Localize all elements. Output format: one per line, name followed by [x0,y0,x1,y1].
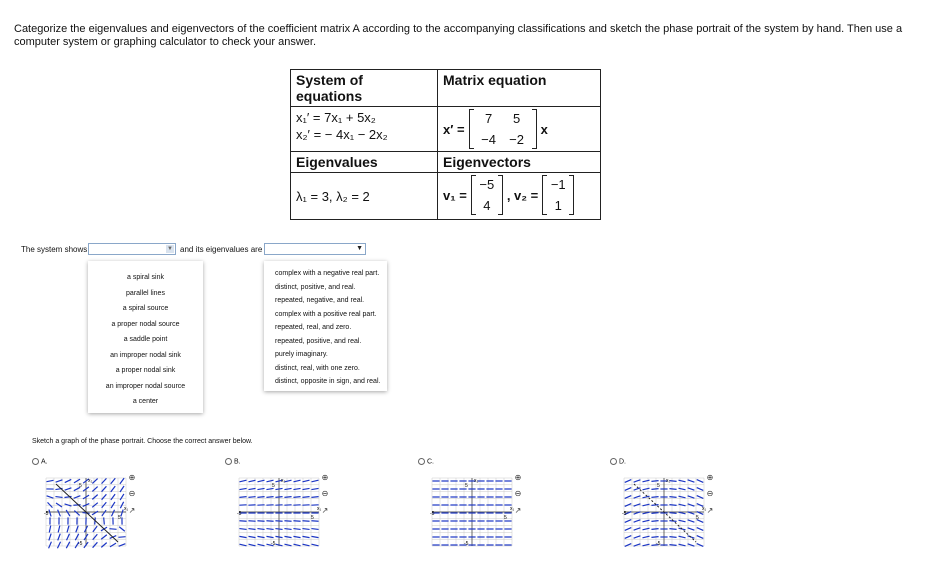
menu-item[interactable]: a spiral sink [127,274,164,281]
direction-arrow [311,544,318,546]
direction-arrow [642,544,649,546]
direction-arrow [642,520,649,522]
direction-arrow [697,528,704,531]
radio-button[interactable] [418,458,425,465]
direction-arrow [275,536,282,537]
direction-arrow [678,480,685,482]
menu-item[interactable]: a spiral source [122,305,169,312]
direction-arrow [634,488,641,490]
matrix-cell: 7 [484,111,493,126]
direction-arrow [634,528,641,530]
header-matrix: Matrix equation [438,70,601,107]
direction-arrow [302,544,309,546]
direction-arrow [642,528,649,530]
y-axis-label: x₂ [281,478,286,484]
menu-item[interactable]: a proper nodal sink [115,367,176,374]
direction-arrow [284,529,291,530]
tick-label: 5 [657,483,660,489]
v2-label: , v₂ = [506,187,539,203]
answer-option[interactable] [32,458,48,465]
tick-label: 5 [504,515,507,521]
direction-arrow [634,480,641,482]
menu-item[interactable]: repeated, real, and zero. [275,324,352,331]
direction-arrow [284,536,291,537]
direction-arrow [248,529,255,530]
phase-portrait[interactable] [428,472,516,550]
direction-arrow [275,488,282,489]
direction-arrow [697,536,704,539]
direction-arrow [248,536,255,537]
direction-arrow [634,496,641,498]
direction-arrow [669,537,676,538]
menu-item[interactable]: distinct, positive, and real. [275,283,356,291]
menu-item[interactable]: repeated, negative, and real. [275,297,365,304]
direction-arrow [669,497,676,498]
direction-arrow [93,534,98,539]
direction-arrow [120,486,124,492]
menu-item[interactable]: a center [132,398,159,405]
direction-arrow [678,520,685,522]
option-letter: A. [41,458,48,466]
direction-arrow [248,497,255,498]
direction-arrow [642,504,649,506]
direction-arrow [49,542,52,549]
direction-arrow [65,479,71,482]
direction-arrow [74,511,79,516]
direction-arrow [669,481,676,482]
direction-arrow [293,488,300,489]
direction-arrow [120,478,124,484]
direction-arrow [284,488,291,489]
zoom-out-icon[interactable]: ⊖ [128,489,136,498]
direction-arrow [239,488,246,489]
eigenvalue-dropdown[interactable] [264,243,366,255]
direction-arrow [293,480,300,482]
direction-arrow [257,536,264,537]
direction-arrow [284,497,291,498]
eigenvector-v1 [471,175,503,215]
menu-item[interactable]: complex with a negative real part. [275,270,380,277]
direction-arrow [311,529,318,530]
direction-arrow [625,536,632,539]
direction-arrow [239,497,246,498]
direction-arrow [678,504,685,506]
radio-button[interactable] [610,458,617,465]
question-text: Categorize the eigenvalues and eigenvectors of the coefficient matrix A according to the accompanying classifications and sketch the phase portrait of the system by hand. Then use a computer system or graphing calculator to check your answer. [14,23,903,48]
x-axis-label: x₁ [702,506,707,512]
equation-1: x₁′ = 7x₁ + 5x₂ [296,110,376,125]
direction-arrow [311,536,318,537]
direction-arrow [275,497,282,498]
direction-arrow [311,497,318,498]
direction-arrow [293,536,300,537]
direction-arrow [634,536,641,538]
direction-arrow [257,497,264,498]
direction-arrow [93,526,97,532]
direction-arrow [266,536,273,537]
direction-arrow [688,520,695,522]
direction-arrow [651,481,658,482]
tick-label: -5 [78,541,83,547]
menu-item[interactable]: an improper nodal sink [110,351,181,359]
direction-arrow [93,542,98,547]
direction-arrow [625,480,632,483]
menu-item[interactable]: a proper nodal source [111,320,180,328]
direction-arrow [109,529,116,530]
tick-label: -5 [44,511,49,517]
direction-arrow [266,497,273,498]
menu-item[interactable]: parallel lines [126,289,165,297]
zoom-in-icon[interactable]: ⊕ [514,473,522,482]
tick-label: -5 [430,511,435,517]
direction-arrow [311,480,318,482]
matrix-cell: −2 [509,132,524,147]
v1-label: v₁ = [443,187,467,203]
direction-arrow [58,525,60,532]
direction-arrow [302,529,309,530]
direction-arrow [67,526,69,533]
direction-arrow [111,494,115,500]
open-new-window-icon[interactable]: ↗ [321,506,329,515]
vector-cell: −5 [479,177,495,192]
direction-arrow [651,521,658,522]
direction-arrow [110,543,116,547]
radio-button[interactable] [32,458,39,465]
direction-arrow [678,544,685,546]
matrix-cell: 5 [512,111,521,126]
direction-arrow [92,479,97,484]
open-new-window-icon[interactable]: ↗ [128,506,136,515]
direction-arrow [257,544,264,546]
direction-arrow [57,542,60,548]
direction-arrow [66,542,69,548]
direction-arrow [669,529,676,530]
prompt-middle: and its eigenvalues are [180,245,263,254]
zoom-in-icon[interactable]: ⊕ [321,473,329,482]
x-axis-label: x₁ [510,506,515,512]
tick-label: 5 [311,515,314,521]
direction-arrow [102,478,107,483]
direction-arrow [688,480,695,482]
direction-arrow [642,536,649,538]
direction-arrow [49,525,50,532]
menu-item[interactable]: purely imaginary. [275,351,328,358]
zoom-out-icon[interactable]: ⊖ [321,489,329,498]
direction-arrow [111,510,114,517]
direction-arrow [102,486,107,491]
eigenline [56,484,118,542]
eigenvalue-menu [264,261,387,391]
direction-arrow [688,528,695,530]
direction-arrow [239,480,246,482]
x-axis-label: x₁ [317,506,322,512]
direction-arrow [625,520,632,523]
direction-arrow [56,480,63,482]
coefficient-matrix [469,109,537,149]
direction-arrow [111,486,115,492]
direction-arrow [669,505,676,506]
direction-arrow [239,536,246,537]
direction-arrow [66,510,70,516]
direction-arrow [651,497,658,498]
open-new-window-icon[interactable]: ↗ [706,506,714,515]
menu-item[interactable]: complex with a positive real part. [275,310,377,318]
tick-label: -5 [656,541,661,547]
direction-arrow [92,495,97,500]
direction-arrow [239,544,246,546]
matrix-suffix: x [540,121,548,137]
tick-label: 5 [465,483,468,489]
eigenvector-v2 [542,175,574,215]
direction-arrow [651,513,658,514]
tick-label: 5 [79,483,82,489]
direction-arrow [248,480,255,482]
radio-button[interactable] [225,458,232,465]
direction-arrow [46,480,53,481]
direction-arrow [688,488,695,490]
direction-arrow [625,528,632,531]
direction-arrow [302,488,309,489]
direction-arrow [74,496,81,499]
direction-arrow [688,496,695,498]
chevron-down-icon: ▼ [167,246,173,252]
direction-arrow [118,537,125,538]
zoom-in-icon[interactable]: ⊕ [128,473,136,482]
direction-arrow [266,529,273,530]
direction-arrow [284,480,291,482]
direction-arrow [669,513,676,514]
direction-arrow [311,488,318,489]
direction-arrow [669,489,676,490]
zoom-out-icon[interactable]: ⊖ [706,489,714,498]
direction-arrow [102,510,106,516]
direction-arrow [102,494,107,499]
option-letter: D. [619,458,626,466]
direction-arrow [642,496,649,498]
direction-arrow [697,480,704,483]
vector-cell: 1 [554,198,562,213]
direction-arrow [111,478,116,484]
sketch-prompt: Sketch a graph of the phase portrait. Choose the correct answer below. [32,438,253,445]
phase-portrait[interactable] [235,472,323,550]
direction-arrow [642,480,649,482]
direction-arrow [642,512,649,514]
equation-2: x₂′ = − 4x₁ − 2x₂ [296,127,388,142]
vector-cell: −1 [550,177,566,192]
direction-arrow [49,510,51,517]
direction-arrow [275,529,282,530]
y-axis-label: x₂ [474,478,479,484]
direction-arrow [284,544,291,546]
direction-arrow [293,529,300,530]
phase-portrait[interactable] [42,472,130,550]
direction-arrow [55,497,62,498]
prompt-prefix: The system shows [21,245,88,254]
tick-label: -5 [622,511,627,517]
answer-option[interactable] [225,458,241,465]
menu-item[interactable]: an improper nodal source [105,382,186,390]
direction-arrow [275,544,282,546]
eigenvectors-label: Eigenvectors [438,152,601,173]
direction-arrow [678,488,685,490]
y-axis-label: x₂ [88,478,93,484]
direction-arrow [678,512,685,514]
answer-option[interactable] [610,458,626,465]
tick-label: 5 [696,515,699,521]
option-letter: B. [234,458,241,466]
direction-arrow [104,517,105,524]
direction-arrow [634,520,641,522]
direction-arrow [302,536,309,537]
direction-arrow [625,488,632,491]
direction-arrow [65,488,72,490]
chevron-down-icon: ▼ [356,245,363,252]
tick-label: 5 [118,515,121,521]
zoom-out-icon[interactable]: ⊖ [514,489,522,498]
direction-arrow [248,488,255,489]
tick-label: -5 [464,541,469,547]
direction-arrow [651,537,658,538]
direction-arrow [678,496,685,498]
direction-arrow [697,488,704,491]
vector-cell: 4 [483,198,491,213]
tick-label: -5 [237,511,242,517]
direction-arrow [121,510,123,517]
header-system: System of equations [291,70,438,107]
direction-arrow [119,527,125,532]
direction-arrow [257,529,264,530]
menu-item[interactable]: distinct, real, with one zero. [275,364,360,372]
direction-arrow [651,505,658,506]
direction-arrow [625,496,632,499]
menu-item[interactable]: repeated, positive, and real. [275,337,362,345]
open-new-window-icon[interactable]: ↗ [514,506,522,515]
y-axis-label: x₂ [666,478,671,484]
eigenvalues-label: Eigenvalues [291,152,438,173]
direction-arrow [120,494,124,500]
direction-arrow [293,544,300,546]
classification-menu [88,261,203,413]
direction-arrow [266,480,273,482]
option-letter: C. [427,458,434,466]
answer-option[interactable] [418,458,434,465]
direction-arrow [669,545,676,546]
direction-arrow [697,496,704,499]
eigenvalues-value: λ₁ = 3, λ₂ = 2 [291,173,438,220]
tick-label: -5 [271,541,276,547]
direction-arrow [58,510,61,517]
direction-arrow [678,536,685,538]
direction-arrow [302,480,309,482]
direction-arrow [47,496,54,498]
direction-arrow [293,497,300,498]
x-axis-label: x₁ [124,506,129,512]
tick-label: 5 [272,483,275,489]
direction-arrow [248,544,255,546]
direction-arrow [257,480,264,482]
direction-arrow [302,497,309,498]
system-table [290,69,601,220]
zoom-in-icon[interactable]: ⊕ [706,473,714,482]
menu-item[interactable]: a saddle point [123,336,168,343]
direction-arrow [257,488,264,489]
phase-portrait[interactable] [620,472,708,550]
matrix-cell: −4 [481,132,496,147]
direction-arrow [642,488,649,490]
classification-dropdown[interactable] [88,243,176,255]
direction-arrow [92,487,97,492]
direction-arrow [239,529,246,530]
direction-arrow [651,529,658,530]
menu-item[interactable]: distinct, opposite in sign, and real. [275,378,381,385]
matrix-prefix: x′ = [443,121,465,137]
